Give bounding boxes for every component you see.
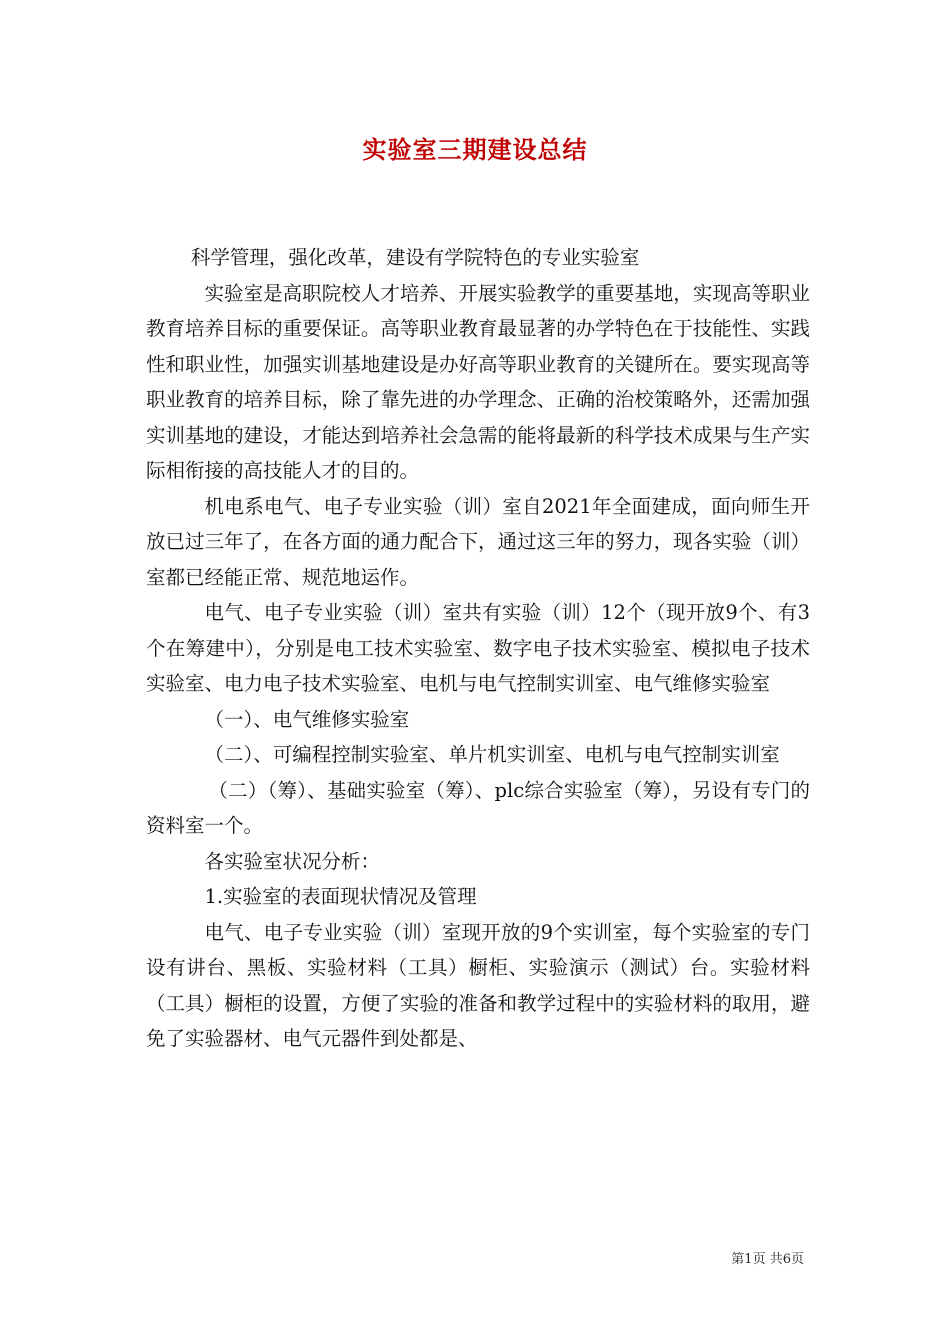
- paragraph-subtitle: 科学管理，强化改革，建设有学院特色的专业实验室: [190, 246, 640, 269]
- paragraph-intro: 实验室是高职院校人才培养、开展实验教学的重要基地，实现高等职业教育培养目标的重要保证。高等职业教育最显著的办学特色在于技能性、实践性和职业性，加强实训基地建设是办好高等职业教育的关键所在。要实现高等职业教育的培养目标，除了靠先进的办学理念、正确的治校策略外，还需加强实训基地的建设，才能达到培养社会急需的能将最新的科学技术成果与生产实际相衔接的高技能人才的目的。: [146, 281, 810, 482]
- footer-total-pages: 6: [782, 1252, 791, 1267]
- paragraph-section-heading: 1.实验室的表面现状情况及管理: [204, 885, 477, 908]
- footer-suffix: 页: [790, 1252, 804, 1267]
- page-number-footer: [731, 1251, 804, 1269]
- paragraph-list-item-3: （二）（筹）、基础实验室（筹）、plc综合实验室（筹），另设有专门的资料室一个。: [146, 778, 810, 837]
- paragraph-lab-status: 电气、电子专业实验（训）室现开放的9个实训室，每个实验室的专门设有讲台、黑板、实验材料（工具）橱柜、实验演示（测试）台。实验材料（工具）橱柜的设置，方便了实验的准备和教学过程中的实验材料的取用，避免了实验器材、电气元器件到处都是、: [146, 920, 810, 1050]
- paragraph-analysis-heading: 各实验室状况分析：: [204, 849, 381, 873]
- document-body: [146, 240, 810, 1057]
- footer-middle: 页 共: [752, 1252, 783, 1267]
- footer-prefix: 第: [731, 1252, 745, 1267]
- paragraph-list-item-1: （一）、电气维修实验室: [204, 707, 410, 731]
- document-title: 实验室三期建设总结: [362, 135, 588, 164]
- footer-current-page: 1: [744, 1252, 753, 1267]
- paragraph-history: 机电系电气、电子专业实验（训）室自2021年全面建成，面向师生开放已过三年了，在各方面的通力配合下，通过这三年的努力，现各实验（训）室都已经能正常、规范地运作。: [146, 494, 810, 589]
- paragraph-list-item-2: （二）、可编程控制实验室、单片机实训室、电机与电气控制实训室: [204, 743, 780, 766]
- paragraph-lab-count: 电气、电子专业实验（训）室共有实验（训）12个（现开放9个、有3个在筹建中），分别是电工技术实验室、数字电子技术实验室、模拟电子技术实验室、电力电子技术实验室、电机与电气控制实训室、电气维修实验室: [146, 601, 810, 695]
